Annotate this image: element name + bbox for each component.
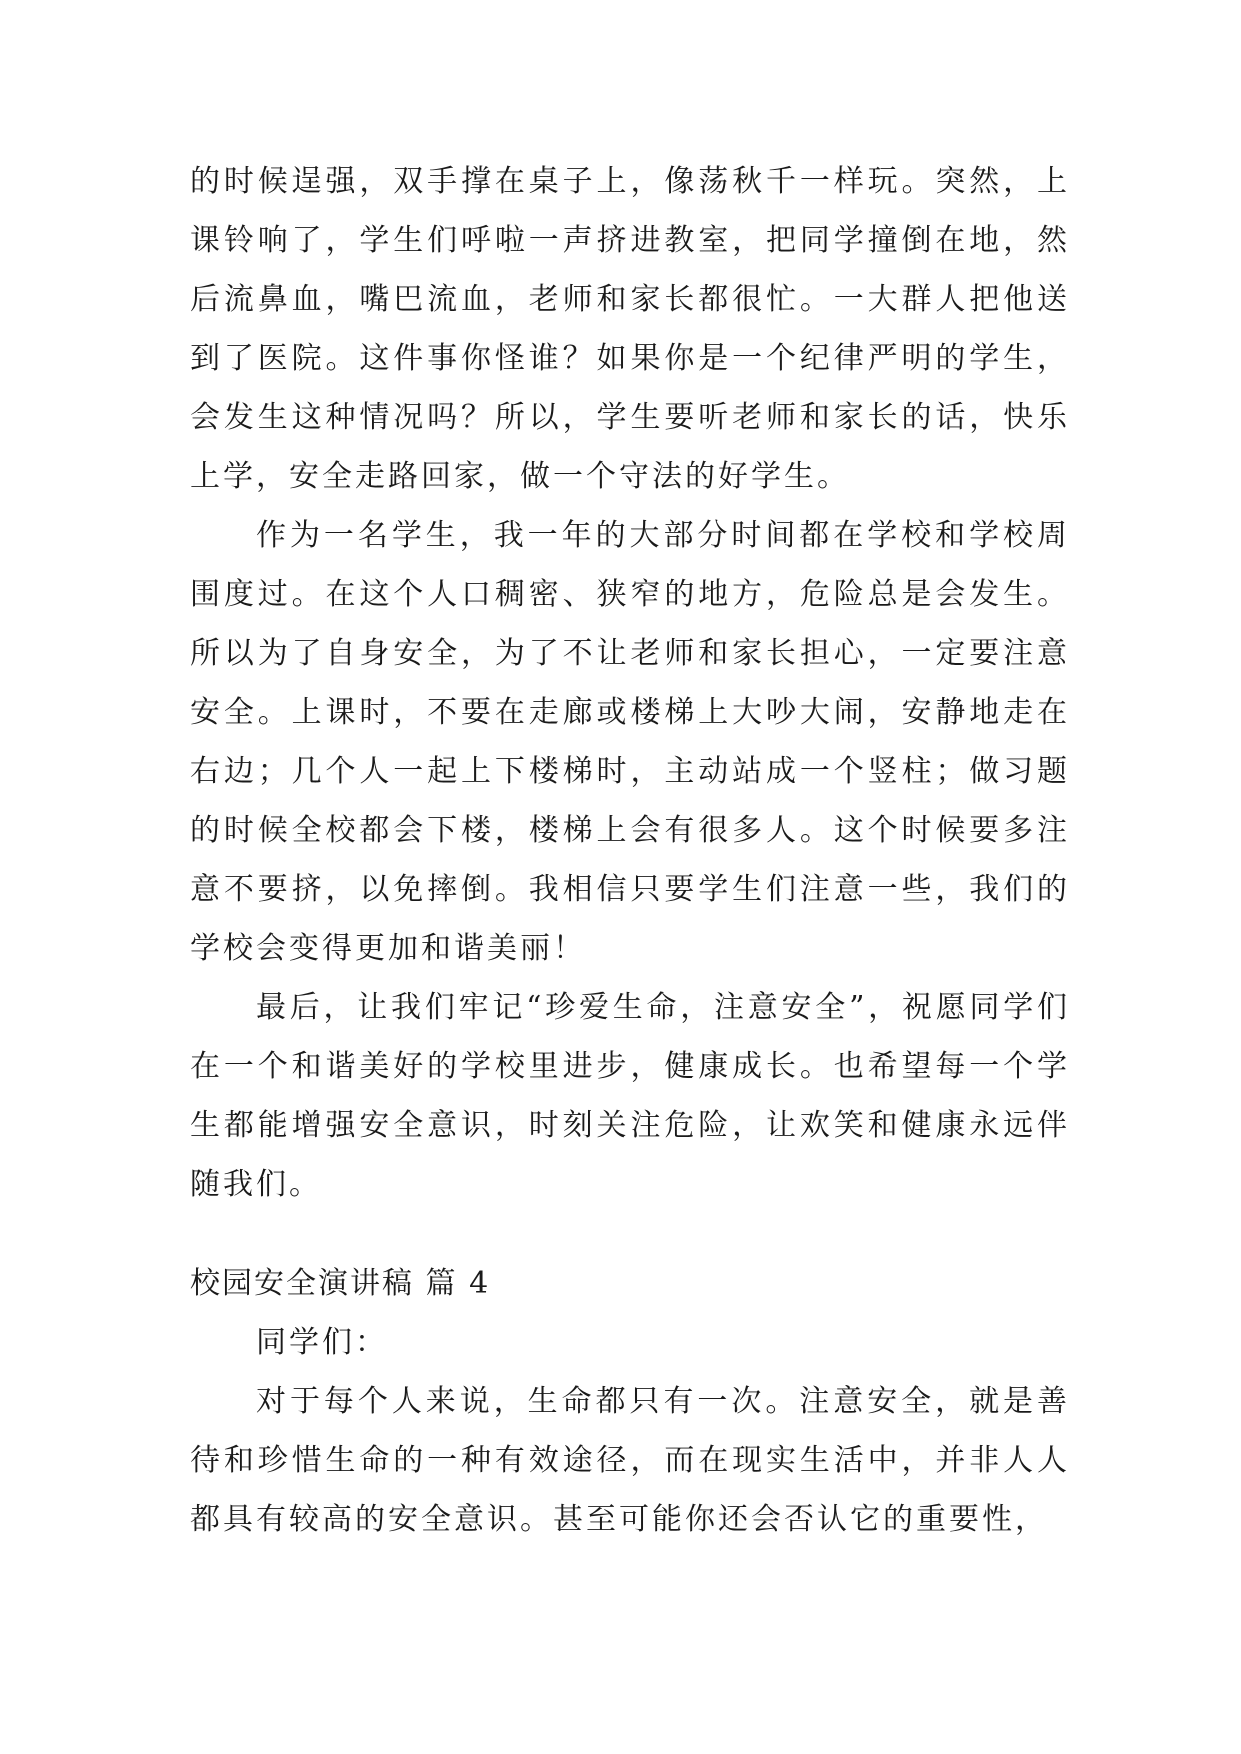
paragraph-school-safety: 作为一名学生，我一年的大部分时间都在学校和学校周围度过。在这个人口稠密、狭窄的地方，危险总是会发生。所以为了自身安全，为了不让老师和家长担心，一定要注意安全。上课时，不要在走廊或楼梯上大吵大闹，安静地走在右边；几个人一起上下楼梯时，主动站成一个竖柱；做习题的时候全校都会下楼，楼梯上会有很多人。这个时候要多注意不要挤，以免摔倒。我相信只要学生们注意一些，我们的学校会变得更加和谐美丽！ <box>190 518 1070 966</box>
paragraph-continuation: 的时候逞强，双手撑在桌子上，像荡秋千一样玩。突然，上课铃响了，学生们呼啦一声挤进教室，把同学撞倒在地，然后流鼻血，嘴巴流血，老师和家长都很忙。一大群人把他送到了医院。这件事你怪谁？如果你是一个纪律严明的学生，会发生这种情况吗？所以，学生要听老师和家长的话，快乐上学，安全走路回家，做一个守法的好学生。 <box>190 164 1070 494</box>
salutation: 同学们： <box>256 1325 388 1360</box>
section-title: 校园安全演讲稿 篇 4 <box>190 1266 491 1301</box>
section-4 <box>190 1254 1070 1549</box>
speech-body <box>190 152 1070 1214</box>
paragraph-closing: 最后，让我们牢记“珍爱生命，注意安全”，祝愿同学们在一个和谐美好的学校里进步，健康成长。也希望每一个学生都能增强安全意识，时刻关注危险，让欢笑和健康永远伴随我们。 <box>190 990 1070 1202</box>
section-paragraph: 对于每个人来说，生命都只有一次。注意安全，就是善待和珍惜生命的一种有效途径，而在现实生活中，并非人人都具有较高的安全意识。甚至可能你还会否认它的重要性， <box>190 1384 1070 1537</box>
